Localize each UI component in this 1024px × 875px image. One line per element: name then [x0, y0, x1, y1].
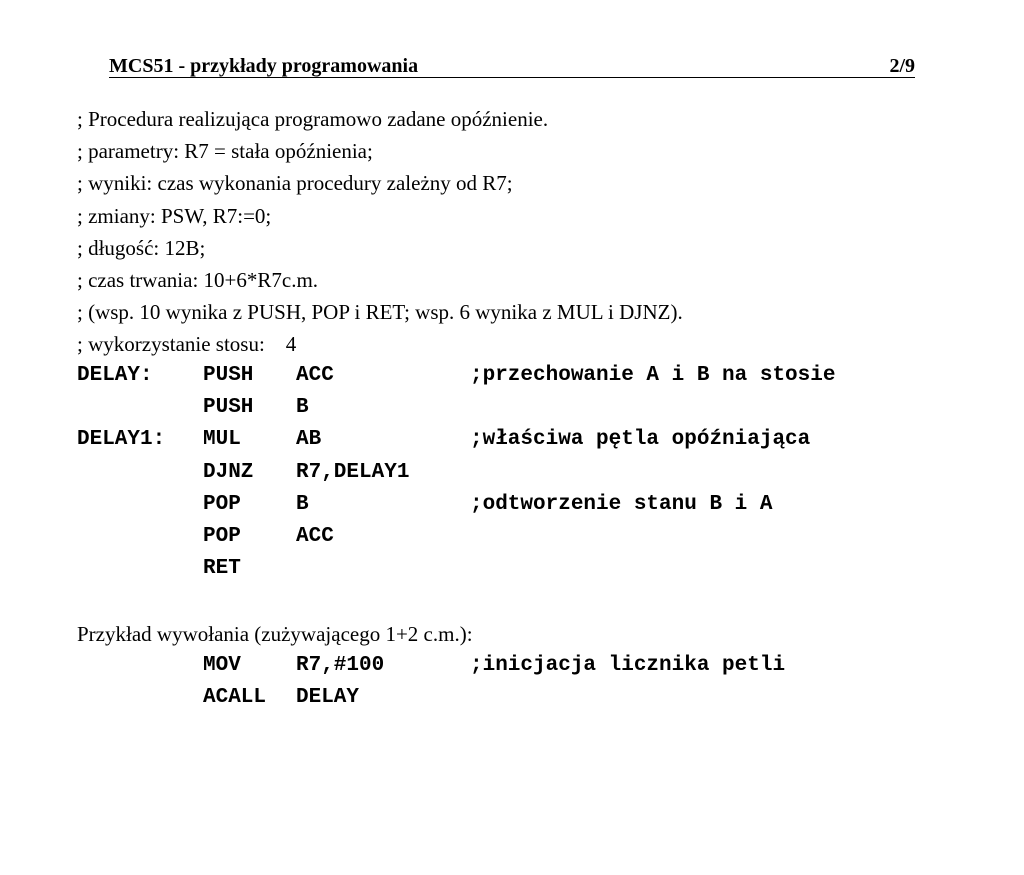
- header-underline: [109, 77, 915, 78]
- page-title: MCS51 - przykłady programowania: [109, 55, 419, 77]
- code-operand: AB: [296, 428, 322, 452]
- comment-line: ; czas trwania: 10+6*R7c.m.: [77, 267, 319, 292]
- code-operand: R7,DELAY1: [296, 460, 410, 484]
- code-line: [77, 489, 773, 521]
- code-mnemonic: MOV: [203, 654, 241, 677]
- comment-line: ; długość: 12B;: [77, 235, 206, 260]
- delay-procedure-code: [77, 360, 836, 585]
- code-comment: ;właściwa pętla opóźniająca: [470, 428, 811, 452]
- code-mnemonic: DJNZ: [203, 460, 254, 484]
- code-label: DELAY:: [77, 364, 153, 387]
- code-comment: ;przechowanie A i B na stosie: [470, 364, 836, 387]
- procedure-comments: [77, 103, 683, 361]
- code-operand: ACC: [296, 524, 334, 548]
- code-mnemonic: ACALL: [203, 686, 267, 710]
- code-mnemonic: PUSH: [203, 396, 254, 420]
- code-operand: R7,#100: [296, 654, 385, 677]
- code-line: [77, 682, 360, 714]
- code-line: [77, 650, 786, 682]
- slide-header: [109, 55, 915, 81]
- code-mnemonic: PUSH: [203, 364, 254, 387]
- code-mnemonic: RET: [203, 557, 241, 581]
- code-operand: DELAY: [296, 686, 360, 710]
- code-comment: ;odtworzenie stanu B i A: [470, 492, 773, 516]
- code-label: DELAY1:: [77, 428, 166, 452]
- comment-line: ; zmiany: PSW, R7:=0;: [77, 203, 272, 228]
- page-number: 2/9: [889, 55, 915, 77]
- comment-line: ; Procedura realizująca programowo zadane opóźnienie.: [77, 107, 549, 131]
- comment-line: ; parametry: R7 = stała opóźnienia;: [77, 139, 373, 164]
- code-line: [77, 360, 836, 392]
- comment-line: ; wykorzystanie stosu: 4: [77, 332, 297, 357]
- code-operand: B: [296, 396, 309, 420]
- code-mnemonic: POP: [203, 524, 241, 548]
- code-mnemonic: POP: [203, 492, 241, 516]
- code-line: [77, 392, 309, 424]
- example-call-code: [77, 650, 786, 714]
- code-mnemonic: MUL: [203, 428, 241, 452]
- code-operand: B: [296, 492, 309, 516]
- code-operand: ACC: [296, 364, 334, 387]
- comment-line: ; wyniki: czas wykonania procedury zależny od R7;: [77, 171, 513, 196]
- code-line: [77, 553, 241, 585]
- code-line: [77, 424, 811, 456]
- example-heading: Przykład wywołania (zużywającego 1+2 c.m.):: [77, 622, 473, 646]
- comment-line: ; (wsp. 10 wynika z PUSH, POP i RET; wsp. 6 wynika z MUL i DJNZ).: [77, 300, 683, 325]
- code-comment: ;inicjacja licznika petli: [470, 654, 786, 677]
- code-line: [77, 457, 410, 489]
- code-line: [77, 521, 334, 553]
